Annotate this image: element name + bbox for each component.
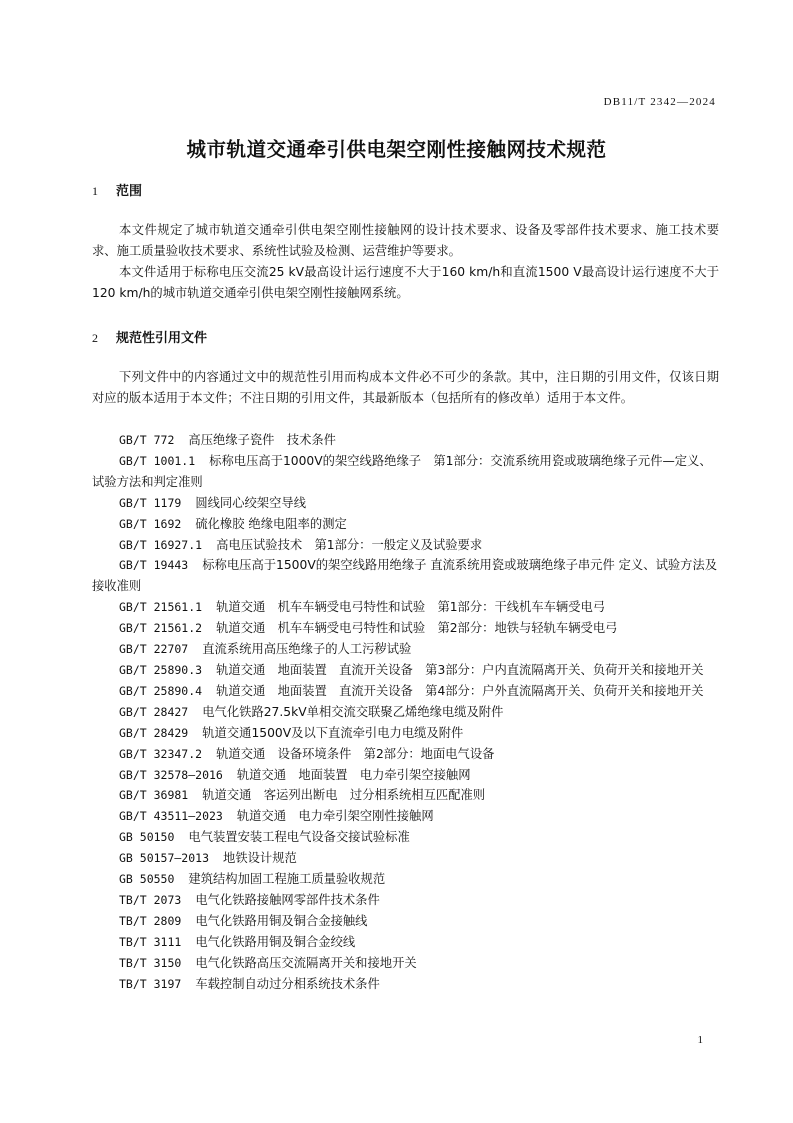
reference-code: GB/T 22707 xyxy=(119,642,189,657)
normative-reference-list xyxy=(92,430,719,994)
reference-title: 标称电压高于1000V的架空线路绝缘子 第1部分：交流系统用瓷或玻璃绝缘子元件—定义、试验方法和判定准则 xyxy=(92,453,712,489)
reference-item xyxy=(92,974,719,995)
reference-code: GB/T 1179 xyxy=(119,495,182,510)
reference-title: 电气化铁路用铜及铜合金接触线 xyxy=(195,913,368,928)
reference-title: 轨道交通 地面装置 直流开关设备 第4部分：户外直流隔离开关、负荷开关和接地开关 xyxy=(216,683,704,698)
section-1-number: 1 xyxy=(92,184,98,198)
section-2-title: 规范性引用文件 xyxy=(116,331,208,346)
reference-code: GB/T 28429 xyxy=(119,725,189,740)
reference-title: 电气化铁路27.5kV单相交流交联聚乙烯绝缘电缆及附件 xyxy=(202,704,504,719)
reference-title: 轨道交通 客运列出断电 过分相系统相互匹配准则 xyxy=(202,788,486,803)
reference-code: GB/T 32578—2016 xyxy=(119,767,223,782)
reference-item xyxy=(92,765,719,786)
reference-item xyxy=(92,785,719,806)
reference-title: 轨道交通 设备环境条件 第2部分：地面电气设备 xyxy=(216,746,495,761)
reference-item xyxy=(92,744,719,765)
reference-title: 电气化铁路用铜及铜合金绞线 xyxy=(195,934,356,949)
reference-title: 直流系统用高压绝缘子的人工污秽试验 xyxy=(202,642,412,657)
reference-title: 轨道交通 地面装置 电力牵引架空接触网 xyxy=(236,767,471,782)
reference-code: GB/T 21561.1 xyxy=(119,600,203,615)
document-title: 城市轨道交通牵引供电架空刚性接触网技术规范 xyxy=(186,138,607,161)
reference-item xyxy=(92,702,719,723)
reference-item xyxy=(92,639,719,660)
reference-code: TB/T 3197 xyxy=(119,976,182,991)
reference-item xyxy=(92,953,719,974)
reference-item xyxy=(92,932,719,953)
reference-title: 轨道交通 机车车辆受电弓特性和试验 第1部分：干线机车车辆受电弓 xyxy=(216,600,606,615)
reference-title: 高压绝缘子瓷件 技术条件 xyxy=(188,433,336,447)
reference-item xyxy=(92,681,719,702)
reference-code: GB/T 19443 xyxy=(119,558,189,573)
reference-item xyxy=(92,806,719,827)
reference-item xyxy=(92,535,719,556)
reference-code: GB/T 28427 xyxy=(119,704,189,719)
reference-title: 车载控制自动过分相系统技术条件 xyxy=(195,976,380,991)
reference-item xyxy=(92,430,719,451)
reference-code: GB/T 16927.1 xyxy=(119,537,203,552)
reference-item xyxy=(92,514,719,535)
reference-title: 圆线同心绞架空导线 xyxy=(195,495,306,510)
reference-title: 高电压试验技术 第1部分：一般定义及试验要求 xyxy=(216,537,483,552)
reference-item xyxy=(92,618,719,639)
document-code: DB11/T 2342—2024 xyxy=(603,96,716,108)
reference-title: 电气装置安装工程电气设备交接试验标准 xyxy=(188,830,410,845)
reference-item xyxy=(92,827,719,848)
reference-code: GB 50550 xyxy=(119,872,175,887)
reference-code: GB/T 21561.2 xyxy=(119,621,203,636)
reference-code: TB/T 2809 xyxy=(119,913,182,928)
reference-code: GB/T 43511—2023 xyxy=(119,809,223,824)
reference-code: GB/T 25890.4 xyxy=(119,683,203,698)
reference-item xyxy=(92,848,719,869)
reference-title: 标称电压高于1500V的架空线路用绝缘子 直流系统用瓷或玻璃绝缘子串元件 定义、试验方法及接收准则 xyxy=(92,558,718,594)
reference-code: GB/T 25890.3 xyxy=(119,662,203,677)
reference-code: TB/T 3150 xyxy=(119,955,182,970)
reference-item xyxy=(92,555,719,597)
reference-code: TB/T 2073 xyxy=(119,892,182,907)
reference-code: GB 50150 xyxy=(119,830,175,845)
reference-item xyxy=(92,660,719,681)
reference-code: GB/T 1001.1 xyxy=(119,453,196,468)
reference-title: 硫化橡胶 绝缘电阻率的测定 xyxy=(195,516,347,531)
reference-code: TB/T 3111 xyxy=(119,934,182,949)
reference-item xyxy=(92,451,719,493)
reference-item xyxy=(92,869,719,890)
reference-title: 电气化铁路接触网零部件技术条件 xyxy=(195,892,380,907)
reference-title: 轨道交通 地面装置 直流开关设备 第3部分：户内直流隔离开关、负荷开关和接地开关 xyxy=(216,662,704,677)
reference-item xyxy=(92,597,719,618)
references-intro: 下列文件中的内容通过文中的规范性引用而构成本文件必不可少的条款。其中，注日期的引用文件，仅该日期对应的版本适用于本文件；不注日期的引用文件，其最新版本（包括所有的修改单）适用于本文件。 xyxy=(92,370,719,405)
reference-code: GB/T 1692 xyxy=(119,516,182,531)
section-1-title: 范围 xyxy=(116,184,143,199)
reference-item xyxy=(92,911,719,932)
section-2-number: 2 xyxy=(92,331,98,345)
scope-paragraph-1: 本文件规定了城市轨道交通牵引供电架空刚性接触网的设计技术要求、设备及零部件技术要求、施工技术要求、施工质量验收技术要求、系统性试验及检测、运营维护等要求。 xyxy=(92,223,719,258)
reference-code: GB/T 772 xyxy=(119,433,175,447)
reference-code: GB/T 32347.2 xyxy=(119,746,203,761)
reference-title: 轨道交通1500V及以下直流牵引电力电缆及附件 xyxy=(202,725,464,740)
reference-code: GB 50157—2013 xyxy=(119,851,210,866)
reference-item xyxy=(92,723,719,744)
section-1-heading xyxy=(92,180,142,199)
scope-paragraph-2: 本文件适用于标称电压交流25 kV最高设计运行速度不大于160 km/h和直流1500 V最高设计运行速度不大于120 km/h的城市轨道交通牵引供电架空刚性接触网系统。 xyxy=(92,265,719,300)
reference-code: GB/T 36981 xyxy=(119,788,189,803)
reference-title: 建筑结构加固工程施工质量验收规范 xyxy=(188,872,386,887)
reference-title: 轨道交通 机车车辆受电弓特性和试验 第2部分：地铁与轻轨车辆受电弓 xyxy=(216,621,618,636)
section-2-heading xyxy=(92,327,207,346)
reference-title: 电气化铁路高压交流隔离开关和接地开关 xyxy=(195,955,417,970)
reference-item xyxy=(92,493,719,514)
page-number: 1 xyxy=(697,1034,703,1046)
reference-title: 地铁设计规范 xyxy=(223,851,297,866)
reference-item xyxy=(92,890,719,911)
reference-title: 轨道交通 电力牵引架空刚性接触网 xyxy=(236,809,434,824)
